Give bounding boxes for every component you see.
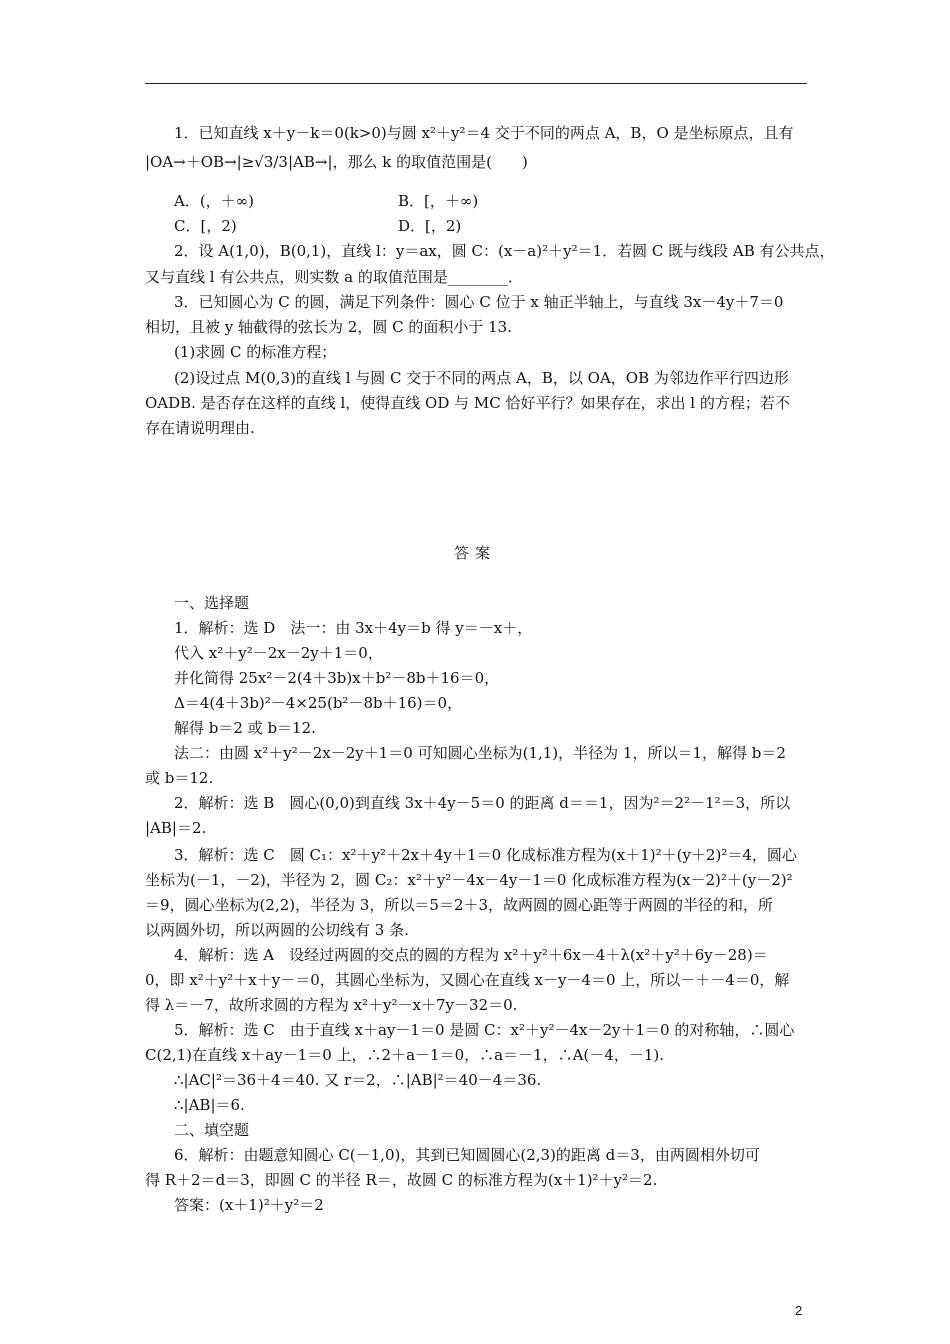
option-a: A．(，＋∞) [174, 192, 255, 210]
text-line: 2．解析：选 B 圆心(0,0)到直线 3x＋4y－5＝0 的距离 d＝＝1，因为²＝2²－1²＝3，所以 [174, 794, 791, 812]
text-line: 答案：(x＋1)²＋y²＝2 [174, 1196, 324, 1214]
text-line: 5．解析：选 C 由于直线 x＋ay－1＝0 是圆 C：x²＋y²－4x－2y＋1＝0 的对称轴，∴圆心 [174, 1021, 795, 1039]
text-line: (2)设过点 M(0,3)的直线 l 与圆 C 交于不同的两点 A，B，以 OA，OB 为邻边作平行四边形 [174, 369, 789, 387]
text-line: (1)求圆 C 的标准方程； [174, 343, 337, 361]
text-line: ∴|AC|²＝36＋4＝40. 又 r＝2，∴|AB|²＝40－4＝36. [174, 1071, 542, 1089]
text-line: 相切，且被 y 轴截得的弦长为 2，圆 C 的面积小于 13. [145, 318, 512, 336]
text-line: 又与直线 l 有公共点，则实数 a 的取值范围是________． [145, 268, 523, 286]
text-line: 6．解析：由题意知圆心 C(－1,0)，其到已知圆圆心(2,3)的距离 d＝3，由两圆相外切可 [174, 1146, 760, 1164]
text-line: 1．已知直线 x＋y－k＝0(k>0)与圆 x²＋y²＝4 交于不同的两点 A，B，O 是坐标原点，且有 [174, 124, 794, 142]
text-line: 3．已知圆心为 C 的圆，满足下列条件：圆心 C 位于 x 轴正半轴上，与直线 3x－4y＋7＝0 [174, 293, 784, 311]
section-heading: 一、选择题 [174, 594, 250, 612]
section-heading: 二、填空题 [174, 1121, 250, 1139]
text-line: ∴|AB|＝6. [174, 1096, 245, 1114]
answer-title: 答案 [453, 544, 496, 562]
text-line: 解得 b＝2 或 b＝12. [174, 719, 316, 737]
text-line: 0，即 x²＋y²＋x＋y－＝0，其圆心坐标为，又圆心在直线 x－y－4＝0 上，所以－＋－4＝0，解 [145, 971, 790, 989]
text-line: 存在请说明理由. [145, 419, 255, 437]
text-line: 3．解析：选 C 圆 C₁：x²＋y²＋2x＋4y＋1＝0 化成标准方程为(x＋1)²＋(y＋2)²＝4，圆心 [174, 846, 797, 864]
text-line: 得 R＋2＝d＝3，即圆 C 的半径 R＝，故圆 C 的标准方程为(x＋1)²＋y²＝2. [145, 1171, 658, 1189]
text-line: OADB. 是否存在这样的直线 l，使得直线 OD 与 MC 恰好平行？如果存在，求出 l 的方程；若不 [145, 394, 790, 412]
header-rule [145, 83, 807, 84]
text-line: 2．设 A(1,0)，B(0,1)，直线 l：y＝ax，圆 C：(x－a)²＋y²＝1．若圆 C 既与线段 AB 有公共点， [174, 242, 835, 260]
text-line: 代入 x²＋y²－2x－2y＋1＝0， [174, 644, 383, 662]
page-number: 2 [795, 1303, 803, 1318]
text-line: 得 λ＝－7，故所求圆的方程为 x²＋y²－x＋7y－32＝0. [145, 996, 518, 1014]
text-line: 并化简得 25x²－2(4＋3b)x＋b²－8b＋16＝0， [174, 669, 500, 687]
text-line: |AB|＝2. [145, 819, 207, 837]
option-c: C．[，2) [174, 217, 237, 235]
text-line: 法二：由圆 x²＋y²－2x－2y＋1＝0 可知圆心坐标为(1,1)，半径为 1，所以＝1，解得 b＝2 [174, 744, 786, 762]
text-line: 1．解析：选 D 法一：由 3x＋4y＝b 得 y＝－x＋， [174, 619, 533, 637]
text-line: 或 b＝12. [145, 769, 214, 787]
text-line: Δ＝4(4＋3b)²－4×25(b²－8b＋16)＝0， [174, 694, 463, 712]
text-line: C(2,1)在直线 x＋ay－1＝0 上，∴2＋a－1＝0，∴a＝－1，∴A(－4，－1). [145, 1046, 664, 1064]
text-line: 坐标为(－1，－2)，半径为 2，圆 C₂：x²＋y²－4x－4y－1＝0 化成标准方程为(x－2)²＋(y－2)² [145, 871, 793, 889]
text-line: 4．解析：选 A 设经过两圆的交点的圆的方程为 x²＋y²＋6x－4＋λ(x²＋y²＋6y－28)＝ [174, 946, 768, 964]
text-line: |OA→＋OB→|≥√3/3|AB→|，那么 k 的取值范围是( ) [145, 153, 528, 171]
text-line: ＝9，圆心坐标为(2,2)，半径为 3，所以＝5＝2＋3，故两圆的圆心距等于两圆的半径的和，所 [145, 896, 774, 914]
option-b: B．[，＋∞) [398, 192, 479, 210]
text-line: 以两圆外切，所以两圆的公切线有 3 条. [145, 921, 409, 939]
option-d: D．[，2) [398, 217, 462, 235]
